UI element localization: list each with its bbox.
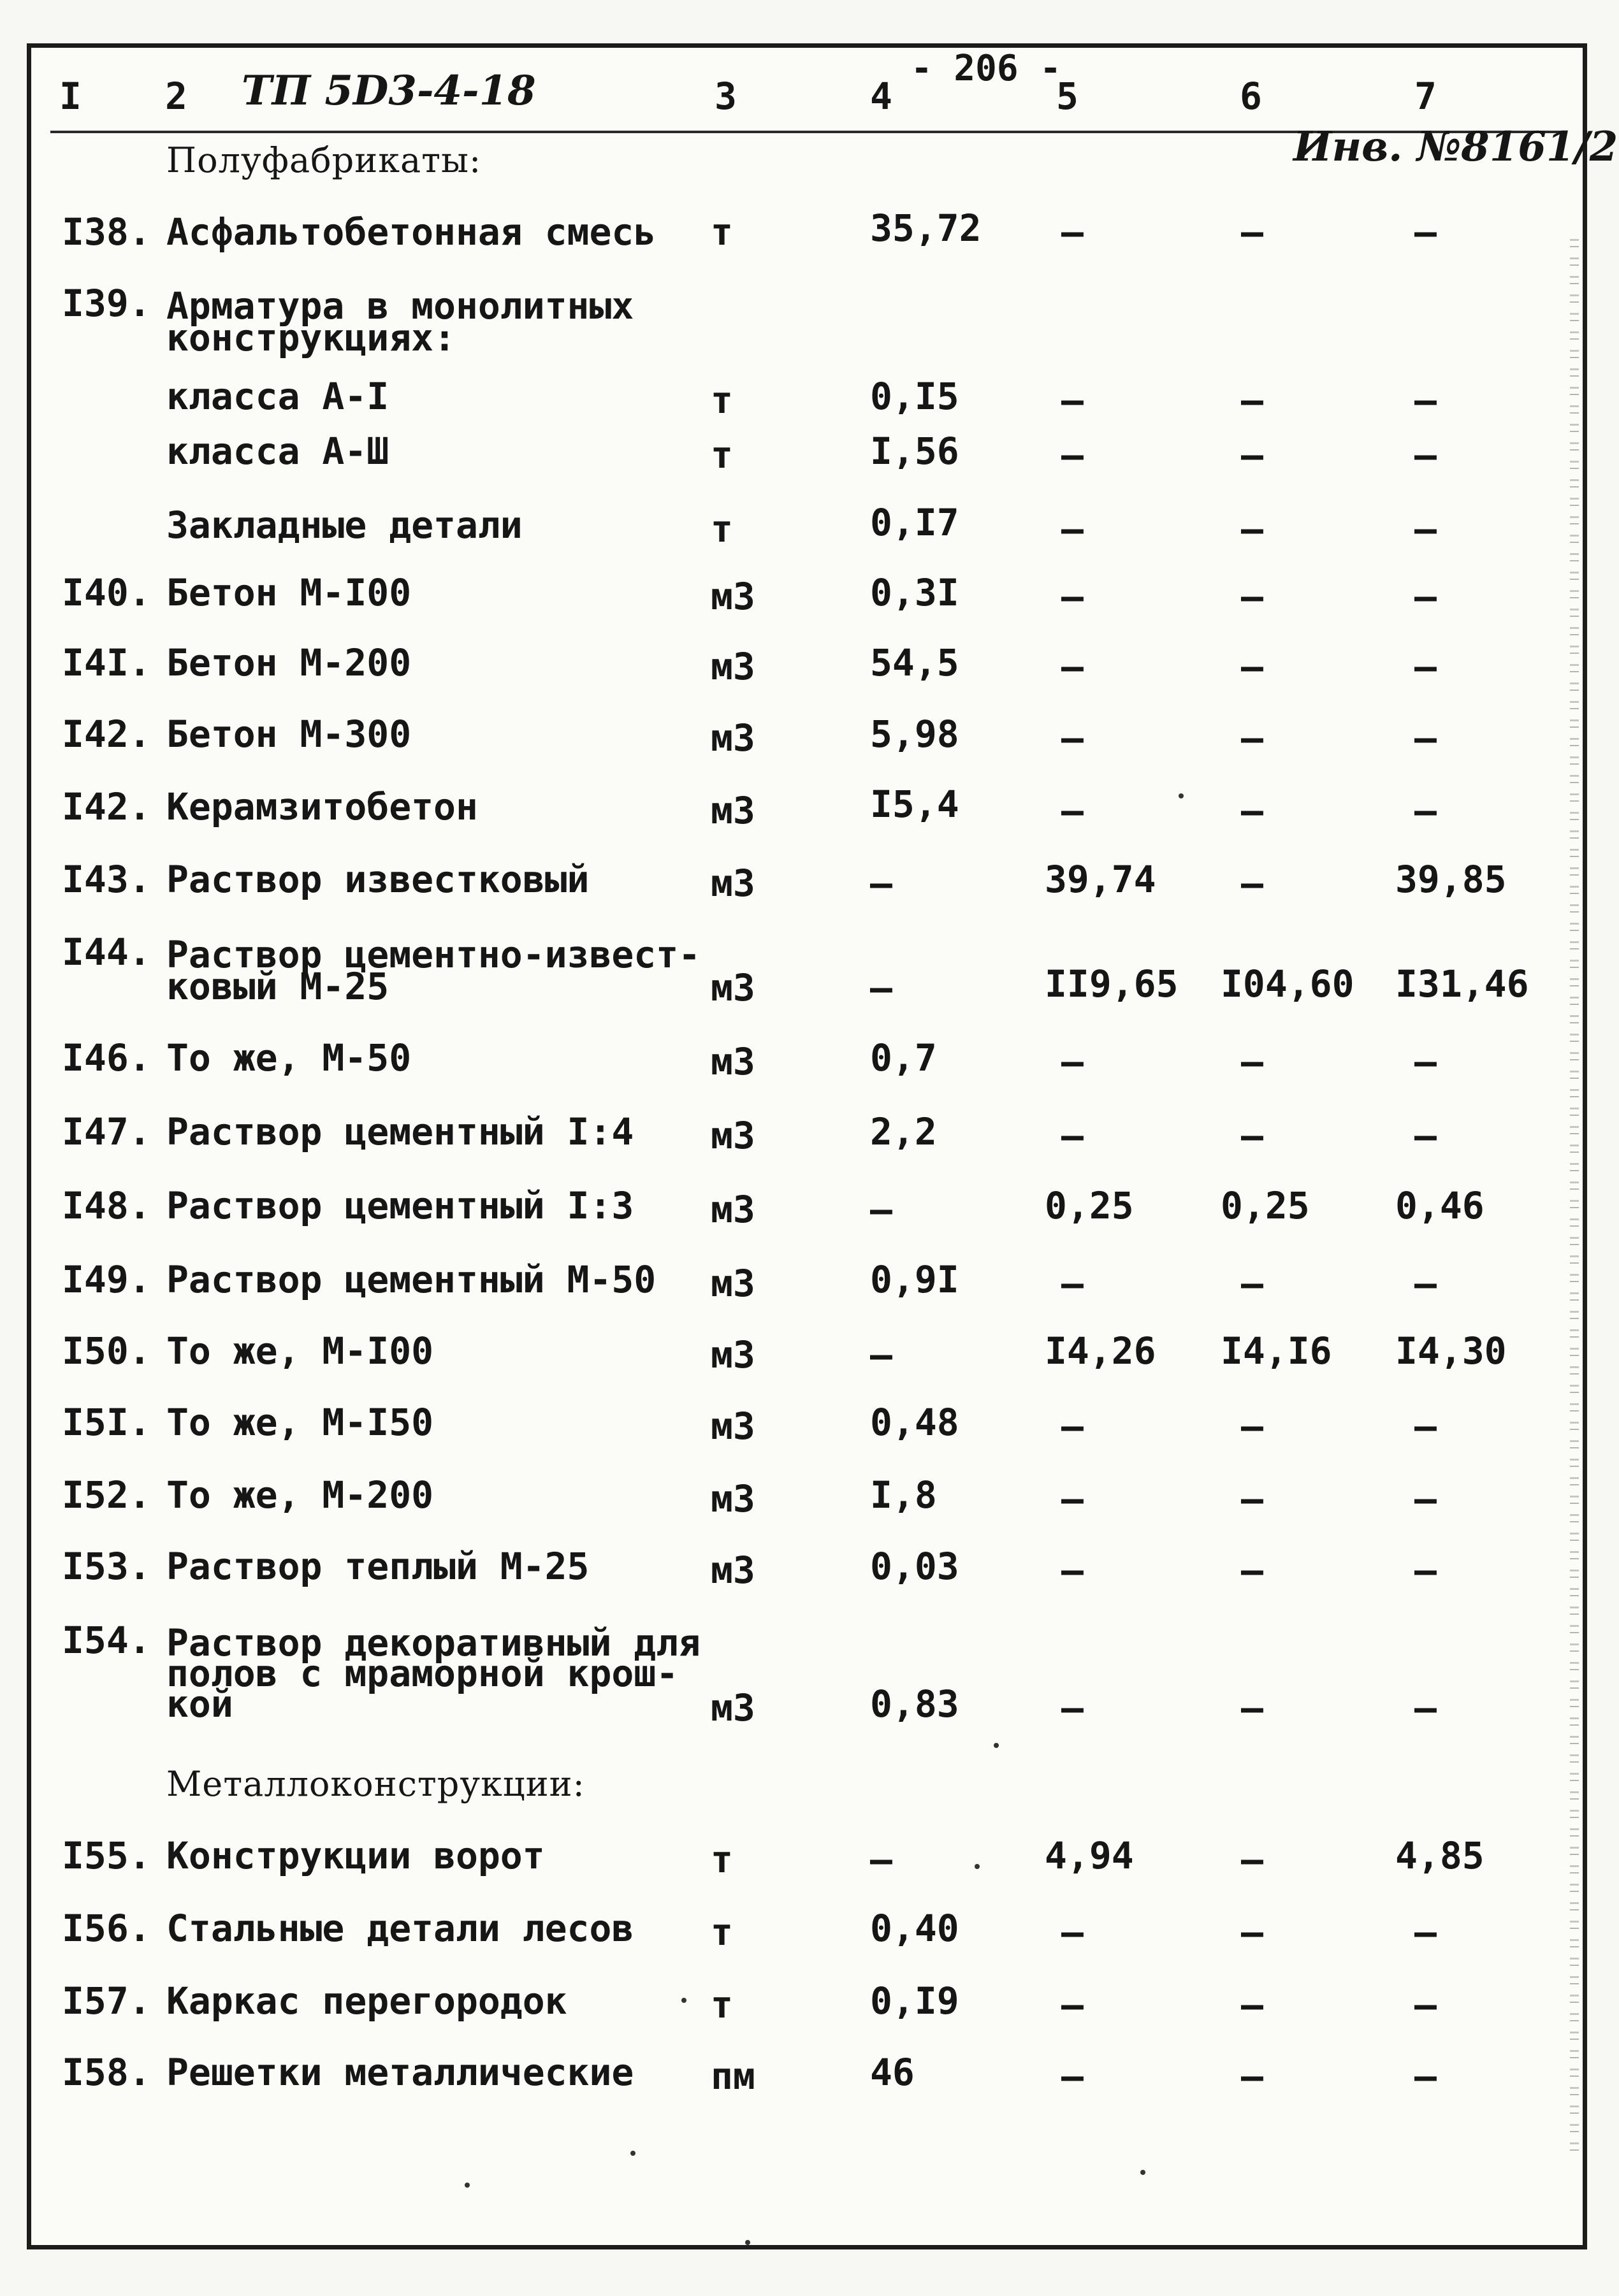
row-col7: – — [1414, 1983, 1437, 2026]
row-num: I53. — [62, 1545, 151, 1588]
row-col5: I4,26 — [1045, 1329, 1156, 1373]
row-unit: т — [711, 1983, 733, 2026]
row-col6: – — [1241, 1114, 1263, 1157]
row-col6: – — [1241, 1910, 1263, 1954]
scan-speck — [630, 2151, 635, 2156]
row-col4: 0,03 — [870, 1545, 959, 1588]
row-name-line2: конструкциях: — [166, 316, 456, 359]
row-col4: I,56 — [870, 430, 959, 473]
row-num: I42. — [62, 785, 151, 828]
row-col6: – — [1241, 1686, 1263, 1729]
row-col7: – — [1414, 789, 1437, 832]
row-col5: II9,65 — [1045, 962, 1179, 1006]
row-col7: – — [1414, 433, 1437, 477]
row-name: Раствор декоративный для — [166, 1621, 701, 1664]
row-col7: – — [1414, 1686, 1437, 1729]
row-col6: – — [1241, 1838, 1263, 1881]
row-unit: м3 — [711, 1686, 755, 1729]
row-col7: 39,85 — [1395, 858, 1507, 901]
row-col5: – — [1061, 645, 1084, 688]
row-num: I5I. — [62, 1401, 151, 1444]
row-col7: – — [1414, 2054, 1437, 2098]
row-col6: – — [1241, 433, 1263, 477]
doc-code: ТП 5D3-4-18 — [242, 67, 536, 115]
row-col6: – — [1241, 1404, 1263, 1448]
row-col7: 0,46 — [1395, 1184, 1485, 1227]
row-col4: 0,7 — [870, 1036, 937, 1079]
row-col4: – — [870, 1188, 892, 1231]
scan-speck — [681, 1998, 686, 2003]
row-col4: 0,9I — [870, 1258, 959, 1301]
row-name: То же, М-200 — [166, 1473, 434, 1517]
row-col5: – — [1061, 575, 1084, 618]
row-col6: – — [1241, 2054, 1263, 2098]
row-name: Бетон М-200 — [166, 641, 412, 684]
row-num: I42. — [62, 712, 151, 756]
row-col7: – — [1414, 645, 1437, 688]
row-name: То же, М-I50 — [166, 1401, 434, 1444]
col-header-1: I — [59, 75, 82, 118]
row-num: I38. — [62, 210, 151, 254]
row-num: I48. — [62, 1184, 151, 1227]
row-col4: I,8 — [870, 1473, 937, 1517]
row-col5: – — [1061, 1549, 1084, 1592]
row-col4: 46 — [870, 2051, 915, 2094]
col-header-2: 2 — [165, 75, 187, 118]
scan-speck — [465, 2183, 470, 2188]
row-col7: – — [1414, 1040, 1437, 1083]
row-col7: I4,30 — [1395, 1329, 1507, 1373]
row-col4: 5,98 — [870, 712, 959, 756]
row-col7: 4,85 — [1395, 1834, 1485, 1877]
row-col7: – — [1414, 1114, 1437, 1157]
scan-edge-noise — [1570, 239, 1579, 2151]
row-name: Асфальтобетонная смесь — [166, 210, 657, 254]
row-unit: м3 — [711, 1114, 755, 1157]
row-num: I43. — [62, 858, 151, 901]
row-col6: – — [1241, 379, 1263, 422]
row-name: Раствор цементно-извест- — [166, 933, 701, 976]
row-col4: – — [870, 862, 892, 905]
row-unit: м3 — [711, 645, 755, 688]
row-col5: – — [1061, 2054, 1084, 2098]
row-unit: м3 — [711, 1188, 755, 1231]
row-col6: – — [1241, 1477, 1263, 1520]
row-unit: т — [711, 1838, 733, 1881]
row-col4: 0,40 — [870, 1907, 959, 1950]
row-name: Керамзитобетон — [166, 785, 478, 828]
row-col4: 54,5 — [870, 641, 959, 684]
document-sheet — [27, 43, 1618, 2249]
row-col6: – — [1241, 1549, 1263, 1592]
row-name: Раствор цементный М-50 — [166, 1258, 657, 1301]
row-col7: – — [1414, 716, 1437, 760]
row-name: Каркас перегородок — [166, 1979, 567, 2023]
row-num: I57. — [62, 1979, 151, 2023]
row-unit: м3 — [711, 1477, 755, 1520]
row-col6: – — [1241, 575, 1263, 618]
scan-speck — [745, 2240, 750, 2245]
row-name-line2: ковый М-25 — [166, 965, 389, 1008]
row-col4: 35,72 — [870, 206, 982, 250]
col-header-4: 4 — [870, 75, 892, 118]
row-unit: пм — [711, 2054, 755, 2098]
row-unit: м3 — [711, 575, 755, 618]
col-header-7: 7 — [1414, 75, 1437, 118]
row-name: Раствор теплый М-25 — [166, 1545, 590, 1588]
row-col5: 39,74 — [1045, 858, 1156, 901]
row-col7: – — [1414, 1910, 1437, 1954]
row-num: I54. — [62, 1619, 151, 1662]
col-header-6: 6 — [1240, 75, 1262, 118]
row-col5: 0,25 — [1045, 1184, 1134, 1227]
row-col4: 0,48 — [870, 1401, 959, 1444]
row-num: I39. — [62, 282, 151, 325]
row-col7: – — [1414, 210, 1437, 254]
row-name-line3: кой — [166, 1682, 233, 1726]
row-col6: – — [1241, 645, 1263, 688]
row-col6: – — [1241, 1262, 1263, 1305]
row-num: I44. — [62, 930, 151, 974]
row-name: Раствор известковый — [166, 858, 590, 901]
row-unit: м3 — [711, 1262, 755, 1305]
row-unit: т — [711, 379, 733, 422]
row-col5: – — [1061, 1262, 1084, 1305]
col-header-3: 3 — [715, 75, 737, 118]
row-col5: – — [1061, 1910, 1084, 1954]
row-col5: – — [1061, 1983, 1084, 2026]
row-unit: м3 — [711, 1549, 755, 1592]
row-name: Раствор цементный I:3 — [166, 1184, 634, 1227]
row-col7: – — [1414, 1477, 1437, 1520]
row-name: Решетки металлические — [166, 2051, 634, 2094]
row-name: То же, М-I00 — [166, 1329, 434, 1373]
row-col4: – — [870, 966, 892, 1009]
col-header-5: 5 — [1056, 75, 1078, 118]
row-col5: – — [1061, 1040, 1084, 1083]
row-col4: 0,83 — [870, 1682, 959, 1726]
row-num: I52. — [62, 1473, 151, 1517]
row-col6: I4,I6 — [1221, 1329, 1332, 1373]
row-col6: – — [1241, 716, 1263, 760]
row-col6: – — [1241, 789, 1263, 832]
scan-speck — [994, 1743, 999, 1748]
row-col4: 2,2 — [870, 1110, 937, 1153]
row-col5: – — [1061, 1404, 1084, 1448]
row-col5: – — [1061, 433, 1084, 477]
scan-speck — [1140, 2170, 1145, 2175]
row-unit: м3 — [711, 1333, 755, 1376]
row-col6: – — [1241, 1983, 1263, 2026]
row-name: Бетон М-I00 — [166, 571, 412, 614]
row-num: I56. — [62, 1907, 151, 1950]
row-name: класса А-Ш — [166, 430, 389, 473]
row-col7: – — [1414, 1404, 1437, 1448]
row-col6: I04,60 — [1221, 962, 1354, 1006]
row-col4: 0,I7 — [870, 501, 959, 544]
row-unit: м3 — [711, 716, 755, 760]
row-col4: 0,I5 — [870, 375, 959, 418]
row-unit: м3 — [711, 1040, 755, 1083]
row-col7: – — [1414, 1549, 1437, 1592]
row-unit: т — [711, 210, 733, 254]
row-col4: – — [870, 1838, 892, 1881]
row-num: I4I. — [62, 641, 151, 684]
row-num: I47. — [62, 1110, 151, 1153]
row-name: класса А-I — [166, 375, 389, 418]
row-num: I58. — [62, 2051, 151, 2094]
row-name: Закладные детали — [166, 503, 523, 547]
row-col7: – — [1414, 379, 1437, 422]
row-num: I46. — [62, 1036, 151, 1079]
section-semi-finished: Полуфабрикаты: — [166, 140, 482, 180]
row-col5: – — [1061, 379, 1084, 422]
row-unit: м3 — [711, 966, 755, 1009]
row-name: Раствор цементный I:4 — [166, 1110, 634, 1153]
row-num: I55. — [62, 1834, 151, 1877]
row-num: I49. — [62, 1258, 151, 1301]
row-name: Стальные детали лесов — [166, 1907, 634, 1950]
row-col5: – — [1061, 716, 1084, 760]
row-unit: м3 — [711, 862, 755, 905]
row-col4: I5,4 — [870, 783, 959, 826]
row-num: I50. — [62, 1329, 151, 1373]
row-col7: – — [1414, 575, 1437, 618]
row-col5: – — [1061, 1686, 1084, 1729]
row-name: То же, М-50 — [166, 1036, 412, 1079]
row-col5: 4,94 — [1045, 1834, 1134, 1877]
page-number: - 206 - — [911, 48, 1062, 89]
row-name: Арматура в монолитных — [166, 284, 634, 328]
section-metal-structures: Металлоконструкции: — [166, 1764, 585, 1804]
row-col6: – — [1241, 1040, 1263, 1083]
scan-speck — [975, 1864, 980, 1869]
row-col5: – — [1061, 1114, 1084, 1157]
row-col7: I31,46 — [1395, 962, 1529, 1006]
row-col6: – — [1241, 862, 1263, 905]
row-col6: – — [1241, 507, 1263, 551]
row-col6: 0,25 — [1221, 1184, 1310, 1227]
row-col7: – — [1414, 507, 1437, 551]
row-col5: – — [1061, 210, 1084, 254]
row-name-line2: полов с мраморной крош- — [166, 1652, 679, 1695]
row-col4: 0,I9 — [870, 1979, 959, 2023]
row-col5: – — [1061, 1477, 1084, 1520]
row-unit: м3 — [711, 1404, 755, 1448]
row-col4: 0,3I — [870, 571, 959, 614]
row-unit: т — [711, 433, 733, 477]
row-unit: м3 — [711, 789, 755, 832]
row-name: Конструкции ворот — [166, 1834, 545, 1877]
inventory-number: Инв. №8161/2 — [1293, 123, 1618, 171]
scan-speck — [1179, 793, 1184, 798]
row-col5: – — [1061, 507, 1084, 551]
row-unit: т — [711, 1910, 733, 1954]
row-col7: – — [1414, 1262, 1437, 1305]
row-unit: т — [711, 507, 733, 551]
row-col6: – — [1241, 210, 1263, 254]
row-col4: – — [870, 1333, 892, 1376]
row-num: I40. — [62, 571, 151, 614]
row-name: Бетон М-300 — [166, 712, 412, 756]
row-col5: – — [1061, 789, 1084, 832]
